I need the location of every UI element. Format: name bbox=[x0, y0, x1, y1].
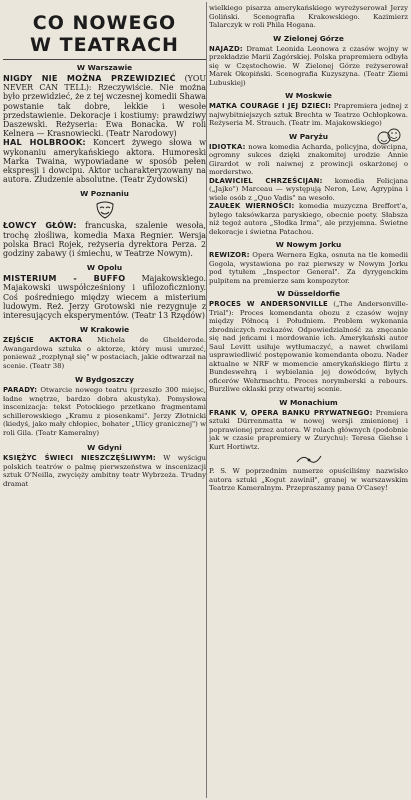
review-text: Michela de Ghelderode. Awangardowa sztuka o aktorze, który musi umrzeć, ponieważ „rozpłynął się" w postaciach, jakie odtwarzał na scenie. (Teatr 38) bbox=[3, 336, 206, 370]
review-item bbox=[3, 336, 206, 370]
city-heading-dusseldorf: W Düsseldorfie bbox=[277, 289, 340, 298]
section-header bbox=[3, 12, 206, 56]
city-heading-bydgoszcz: W Bydgoszczy bbox=[74, 375, 135, 385]
review-item bbox=[209, 251, 408, 285]
review-title: ZAUŁEK WIERNOŚCI: bbox=[209, 202, 295, 210]
review-item bbox=[3, 221, 206, 258]
review-text: Opera Wernera Egka, osnuta na tle komedii Gogola, wystawiona po raz pierwszy w Nowym Jorku pod tytułem „Inspector General". Za dyrygenckim pulpitem na premierze sam kompozytor. bbox=[209, 251, 408, 285]
review-item bbox=[3, 74, 206, 138]
city-heading-gdynia: W Gdyni bbox=[87, 443, 122, 453]
review-item bbox=[209, 202, 408, 236]
review-text: komedia Felicjana („Jajko") Marceau — występują Neron, Lew, Agrypina i wiele osób z „Quo Vadis" na wesoło. bbox=[209, 176, 408, 202]
review-item bbox=[209, 143, 408, 177]
city-heading-paryz: W Paryżu bbox=[289, 131, 328, 141]
header-rule bbox=[3, 59, 206, 60]
review-text: Prapremiera jednej z najwybitniejszych sztuk Brechta w Teatrze Ochłopkowa. Reżyseria M. Strauch. (Teatr im. Majakowskiego) bbox=[209, 102, 408, 127]
laughing-mask-icon bbox=[94, 200, 116, 220]
review-item bbox=[3, 454, 206, 488]
review-title: MATKA COURAGE I JEJ DZIECI: bbox=[209, 102, 332, 110]
review-title: NAJAZD: bbox=[209, 44, 243, 53]
city-heading-opole: W Opolu bbox=[86, 263, 123, 273]
right-column bbox=[209, 4, 408, 798]
review-item bbox=[209, 102, 408, 128]
review-title: ZEJŚCIE AKTORA bbox=[3, 336, 83, 345]
ink-flourish-icon bbox=[294, 452, 324, 466]
review-item bbox=[209, 177, 408, 203]
review-text: Premiera sztuki Dürrenmatta w nowej wersji zmienionej i poprawionej przez autora. W rolach głównych (podobnie jak w czasie prapremiery w Zurychu): Teresa Giehse i Kurt Hortiwtz. bbox=[209, 408, 408, 451]
review-text: (YOU NEVER CAN TELL): Rzeczywiście. Nie można było przewidzieć, że z tej wczesnej komedii Shawa powstanie tak dobre, lekkie i wesołe przedstawienie. Dekoracje i kostiumy: prawdziwy Daszewski. Reżyseria: Ewa Bonacka. W roli Kelnera — Krasnowiecki. (Teatr Narodowy) bbox=[3, 74, 206, 139]
review-item bbox=[209, 409, 408, 452]
city-heading-poznan: W Poznaniu bbox=[80, 189, 129, 199]
review-title: PROCES W ANDERSONVILLE bbox=[209, 300, 328, 308]
header-line-1: CO NOWEGO bbox=[32, 12, 177, 34]
continued-text: wielkiego pisarza amerykańskiego wyreżyserował Jerzy Goliński. Scenografia Krakowskiego. Kazimierz Talarczyk w roli Phila Hogana. bbox=[209, 4, 408, 29]
review-title: PARADY: bbox=[3, 386, 38, 395]
city-heading-nowy-jork: W Nowym Jorku bbox=[275, 240, 342, 249]
review-title: FRANK V, OPERA BANKU PRYWATNEGO: bbox=[209, 408, 373, 417]
column-divider bbox=[206, 2, 207, 798]
city-heading-monachium: W Monachium bbox=[279, 397, 338, 407]
left-column bbox=[3, 4, 206, 798]
review-text: nowa komedia Acharda, policyjna, dowcipna, ogromny sukces dzięki znakomitej urodzie Annie Girardot w roli naiwnej z prowincji oskarżonej o morderstwo. bbox=[209, 142, 408, 176]
review-title: KSIĘŻYC ŚWIECI NIESZCZĘŚLIWYM: bbox=[3, 454, 156, 463]
review-title: REWIZOR: bbox=[209, 251, 250, 259]
header-line-2: W TEATRACH bbox=[30, 34, 179, 56]
review-title: MISTERIUM - BUFFO bbox=[3, 273, 126, 284]
review-text: Majakowskiego. Majakowski uwspółcześniony i ufilozoficzniony. Coś pośredniego między wiecem a misterium ludowym. Reż. Jerzy Grotowski nie rezygnuje z interesujących eksperymentów. (Teatr 13 Rzędów) bbox=[3, 274, 206, 321]
postscript: P. S. W poprzednim numerze opuściliśmy nazwisko autora sztuki „Kogut zawinił", granej w warszawskim Teatrze Kameralnym. Przepraszamy pana O'Casey! bbox=[209, 467, 408, 492]
review-text: komedia muzyczna Breffort'a, bylego taksówkarza paryskiego, obecnie poety. Słabsza niż tegoż autora „Słodka Irma", ale przyjemna. Świetne dekoracje i świetna Patachou. bbox=[209, 202, 408, 236]
review-text: Dramat Leonida Leonowa z czasów wojny w przekładzie Marii Zagórskiej. Polska prapremiera odbyła się w Częstochowie. W Zielonej Górze reżyserował Marek Okopiński. Scenografia Kuzyszyna. (Teatr Ziemi Lubuskiej) bbox=[209, 44, 408, 87]
review-text: Koncert żywego słowa w wykonaniu amerykańskiego aktora. Humoreski Marka Twaina, wypowiadane w sposób pełen ekspresji i dowcipu. Aktor ucharakteryzowany na autora. Złudzenie absolutne. (Teatr Żydowski) bbox=[3, 138, 206, 185]
review-title: ŁOWCY GŁÓW: bbox=[3, 220, 77, 231]
city-heading-moskwa: W Moskwie bbox=[285, 91, 332, 100]
city-heading-warszawa: W Warszawie bbox=[76, 63, 133, 72]
faces-sketch-icon bbox=[376, 126, 402, 148]
review-item bbox=[3, 386, 206, 437]
review-title: NIGDY NIE MOŻNA PRZEWIDZIEĆ bbox=[3, 73, 176, 83]
city-heading-krakow: W Krakowie bbox=[79, 325, 130, 335]
review-text: francuska, szalenie wesoła, trochę złośliwa, komedia Maxa Regnier. Wersja polska Braci Rojek, reżyseria dyrektora Perza. 2 godziny zabawy (i śmiechu, w Teatrze Nowym). bbox=[3, 221, 206, 259]
review-item bbox=[3, 274, 206, 320]
review-text: („The Andersonville-Trial"): Proces komendanta obozu z czasów wojny między Północą i Południem. Problem wykonania zbrodniczych rozkazów. Odpowiedzialność za znęcanie się nad jeńcami i mordowanie ich. Amerykański autor Saul Levitt usiłuje wytłumaczyć, a nawet chwilami usprawiedliwić postępowanie komendanta obozu. Nader aktualne w NRF w momencie amerykańskiego flirtu z Bundeswehrą i wybielania jej dowódców, byłych oficerów Wehrmachtu. Proces norymberski a rebours. Burzliwe oklaski przy otwartej scenie. bbox=[209, 300, 408, 393]
review-text: Otwarcie nowego teatru (przeszło 300 miejsc, ładne wnętrze, bardzo dobra akustyka). Pomysłowa inscenizacja: tekst Potockiego przetkano fragmentami schillerowskiego „Kramu z piosenkami". Jerzy Złotnicki (kiedyś, jako mały chłopiec, bohater „Ulicy granicznej") w roli Gila. (Teatr Kameralny) bbox=[3, 386, 206, 437]
review-item bbox=[209, 300, 408, 394]
review-title: IDIOTKA: bbox=[209, 142, 246, 151]
review-item bbox=[209, 45, 408, 88]
city-heading-zielona-gora: W Zielonej Górze bbox=[273, 33, 344, 43]
review-item bbox=[3, 138, 206, 184]
review-title: DŁAWICIEL CHRZEŚCIJAN: bbox=[209, 176, 323, 185]
review-text: W wyścigu polskich teatrów o palmę pierwszeństwa w inscenizacji sztuk O'Neilla, zwycięży ambitny teatr Wybrzeża. Trudny dramat bbox=[3, 454, 206, 488]
review-title: HAL HOLBROOK: bbox=[3, 137, 86, 148]
